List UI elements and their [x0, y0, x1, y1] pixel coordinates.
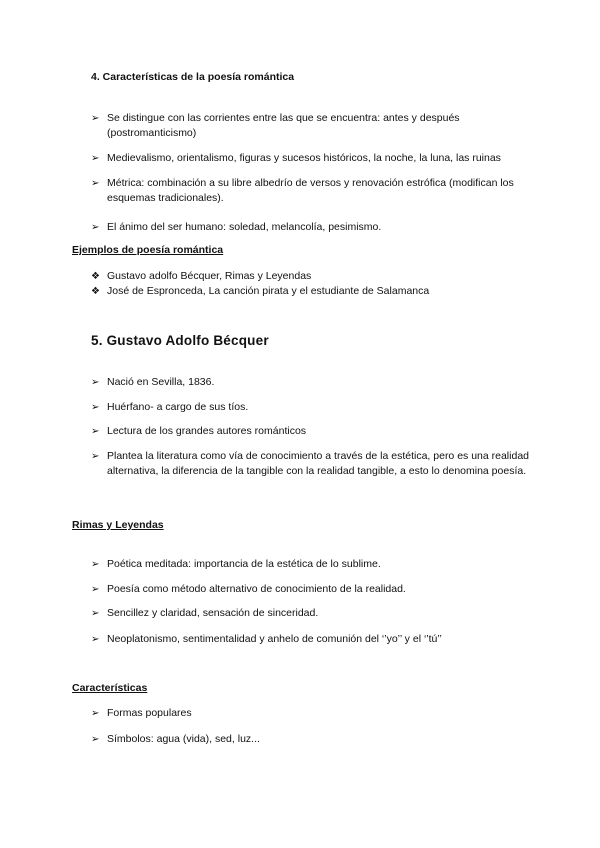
section-4-heading: 4. Características de la poesía romántica [91, 71, 295, 83]
arrow-bullet-icon: ➢ [91, 608, 100, 619]
arrow-bullet-icon: ➢ [91, 426, 100, 437]
arrow-bullet-icon: ➢ [91, 708, 100, 719]
list-item [91, 424, 541, 439]
list-item [91, 375, 541, 390]
rimas-heading: Rimas y Leyendas [72, 519, 164, 531]
list-item [91, 449, 541, 479]
list-item-text: Poética meditada: importancia de la estética de lo sublime. [107, 558, 381, 570]
list-item [91, 632, 541, 647]
list-item [91, 176, 541, 206]
list-item-text: Símbolos: agua (vida), sed, luz... [107, 733, 260, 745]
list-item-text: Lectura de los grandes autores románticos [107, 425, 307, 437]
section-5-heading: 5. Gustavo Adolfo Bécquer [91, 333, 269, 348]
list-item-text: Gustavo adolfo Bécquer, Rimas y Leyendas [107, 270, 312, 282]
diamond-bullet-icon: ❖ [91, 286, 100, 297]
arrow-bullet-icon: ➢ [91, 377, 100, 388]
list-item-text: Métrica: combinación a su libre albedrío de versos y renovación estrófica (modifican los esquemas tradicionales). [107, 177, 514, 204]
list-item [91, 706, 541, 721]
list-item [91, 606, 541, 621]
arrow-bullet-icon: ➢ [91, 584, 100, 595]
arrow-bullet-icon: ➢ [91, 153, 100, 164]
examples-heading: Ejemplos de poesía romántica [72, 244, 224, 256]
diamond-bullet-icon: ❖ [91, 271, 100, 282]
list-item [91, 400, 541, 415]
arrow-bullet-icon: ➢ [91, 402, 100, 413]
list-item [91, 284, 429, 299]
list-item-text: Medievalismo, orientalismo, figuras y sucesos históricos, la noche, la luna, las ruinas [107, 152, 501, 164]
list-item [91, 220, 541, 235]
list-item-text: Sencillez y claridad, sensación de sinceridad. [107, 607, 319, 619]
arrow-bullet-icon: ➢ [91, 113, 100, 124]
list-item-text: El ánimo del ser humano: soledad, melancolía, pesimismo. [107, 221, 382, 233]
arrow-bullet-icon: ➢ [91, 559, 100, 570]
list-item [91, 557, 541, 572]
list-item [91, 732, 541, 747]
list-item-text: Plantea la literatura como vía de conocimiento a través de la estética, pero es una realidad alternativa, la diferencia de la tangible con la realidad tangible, a esto lo denomina poesía. [107, 450, 529, 477]
arrow-bullet-icon: ➢ [91, 734, 100, 745]
list-item-text: Nació en Sevilla, 1836. [107, 376, 215, 388]
caracteristicas-heading: Características [72, 682, 148, 694]
arrow-bullet-icon: ➢ [91, 634, 100, 645]
list-item-text: Se distingue con las corrientes entre las que se encuentra: antes y después (postromanticismo) [107, 112, 460, 139]
arrow-bullet-icon: ➢ [91, 222, 100, 233]
list-item [91, 151, 541, 166]
arrow-bullet-icon: ➢ [91, 178, 100, 189]
list-item-text: Formas populares [107, 707, 192, 719]
list-item [91, 582, 541, 597]
list-item [91, 269, 311, 284]
list-item-text: Neoplatonismo, sentimentalidad y anhelo de comunión del ‘’yo’’ y el ‘’tú’’ [107, 633, 442, 645]
list-item-text: José de Espronceda, La canción pirata y el estudiante de Salamanca [107, 285, 430, 297]
arrow-bullet-icon: ➢ [91, 451, 100, 462]
list-item [91, 111, 541, 141]
list-item-text: Huérfano- a cargo de sus tíos. [107, 401, 249, 413]
list-item-text: Poesía como método alternativo de conocimiento de la realidad. [107, 583, 406, 595]
